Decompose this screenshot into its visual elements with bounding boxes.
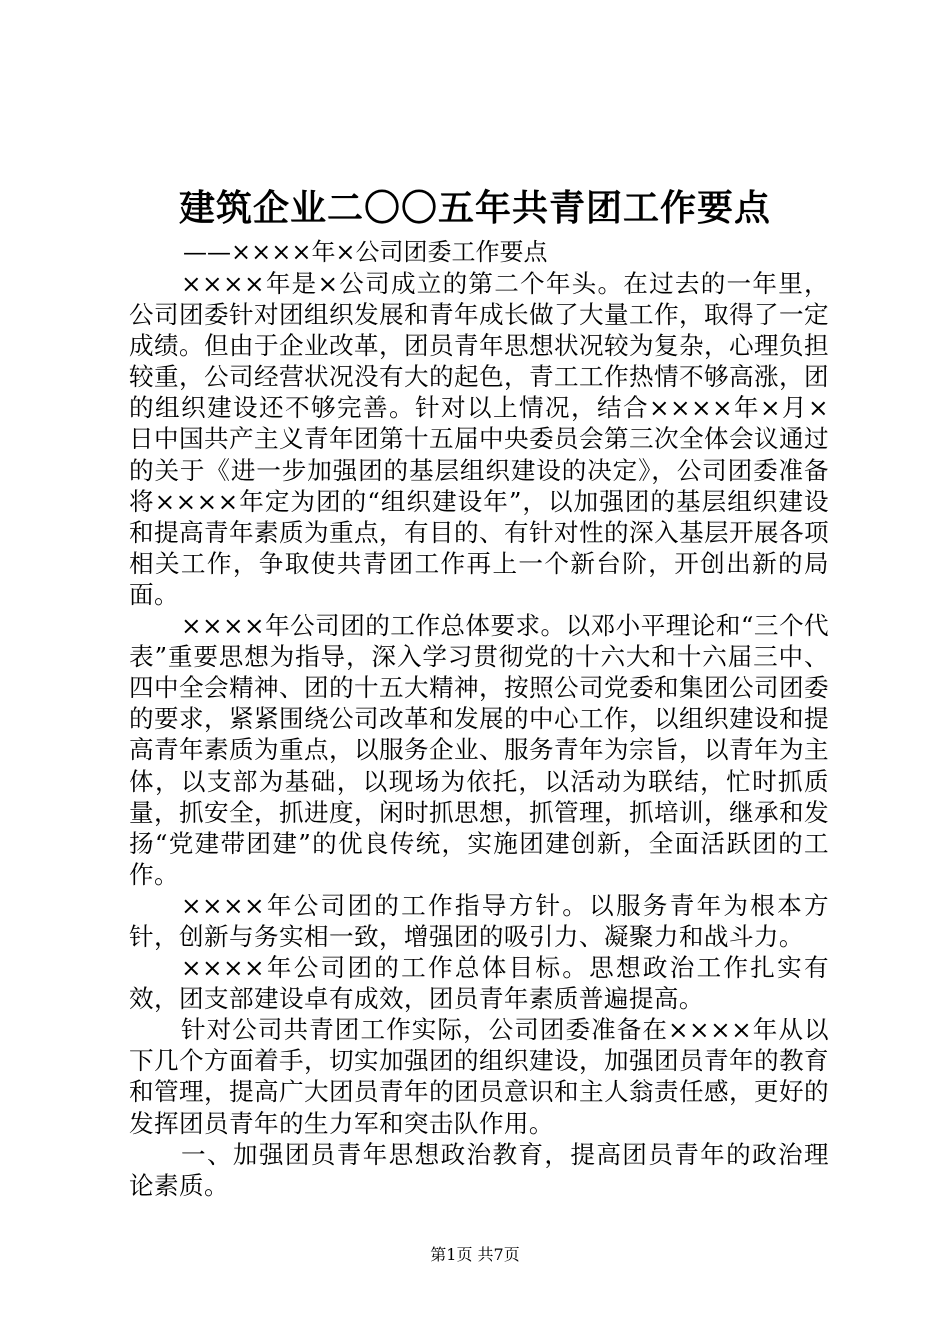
paragraph-overall-requirements: ××××年公司团的工作总体要求。以邓小平理论和“三个代表”重要思想为指导，深入学习贯彻党的十六大和十六届三中、四中全会精神、团的十五大精神，按照公司党委和集团公司团委的要求，紧紧围绕公司改革和发展的中心工作，以组织建设和提高青年素质为重点，以服务企业、服务青年为宗旨，以青年为主体，以支部为基础，以现场为依托，以活动为联结，忙时抓质量，抓安全，抓进度，闲时抓思想，抓管理，抓培训，继承和发扬“党建带团建”的优良传统，实施团建创新，全面活跃团的工作。: [129, 611, 829, 889]
paragraph-approach: 针对公司共青团工作实际，公司团委准备在××××年从以下几个方面着手，切实加强团的组织建设，加强团员青年的教育和管理，提高广大团员青年的团员意识和主人翁责任感，更好的发挥团员青年的生力军和突击队作用。: [129, 1015, 829, 1138]
document-body: [129, 268, 829, 1201]
paragraph-overall-goal: ××××年公司团的工作总体目标。思想政治工作扎实有效，团支部建设卓有成效，团员青年素质普遍提高。: [129, 953, 829, 1014]
paragraph-guiding-principle: ××××年公司团的工作指导方针。以服务青年为根本方针，创新与务实相一致，增强团的吸引力、凝聚力和战斗力。: [129, 890, 829, 951]
paragraph-section-one: 一、加强团员青年思想政治教育，提高团员青年的政治理论素质。: [129, 1139, 829, 1200]
document-subtitle: ——××××年×公司团委工作要点: [183, 238, 548, 266]
document-title: 建筑企业二〇〇五年共青团工作要点: [178, 187, 771, 229]
page-footer: 第1页 共7页: [430, 1245, 520, 1264]
paragraph-intro: ××××年是×公司成立的第二个年头。在过去的一年里，公司团委针对团组织发展和青年成长做了大量工作，取得了一定成绩。但由于企业改革，团员青年思想状况较为复杂，心理负担较重，公司经营状况没有大的起色，青工工作热情不够高涨，团的组织建设还不够完善。针对以上情况，结合××××年×月×日中国共产主义青年团第十五届中央委员会第三次全体会议通过的关于《进一步加强团的基层组织建设的决定》，公司团委准备将××××年定为团的“组织建设年”，以加强团的基层组织建设和提高青年素质为重点，有目的、有针对性的深入基层开展各项相关工作，争取使共青团工作再上一个新台阶，开创出新的局面。: [129, 269, 829, 609]
